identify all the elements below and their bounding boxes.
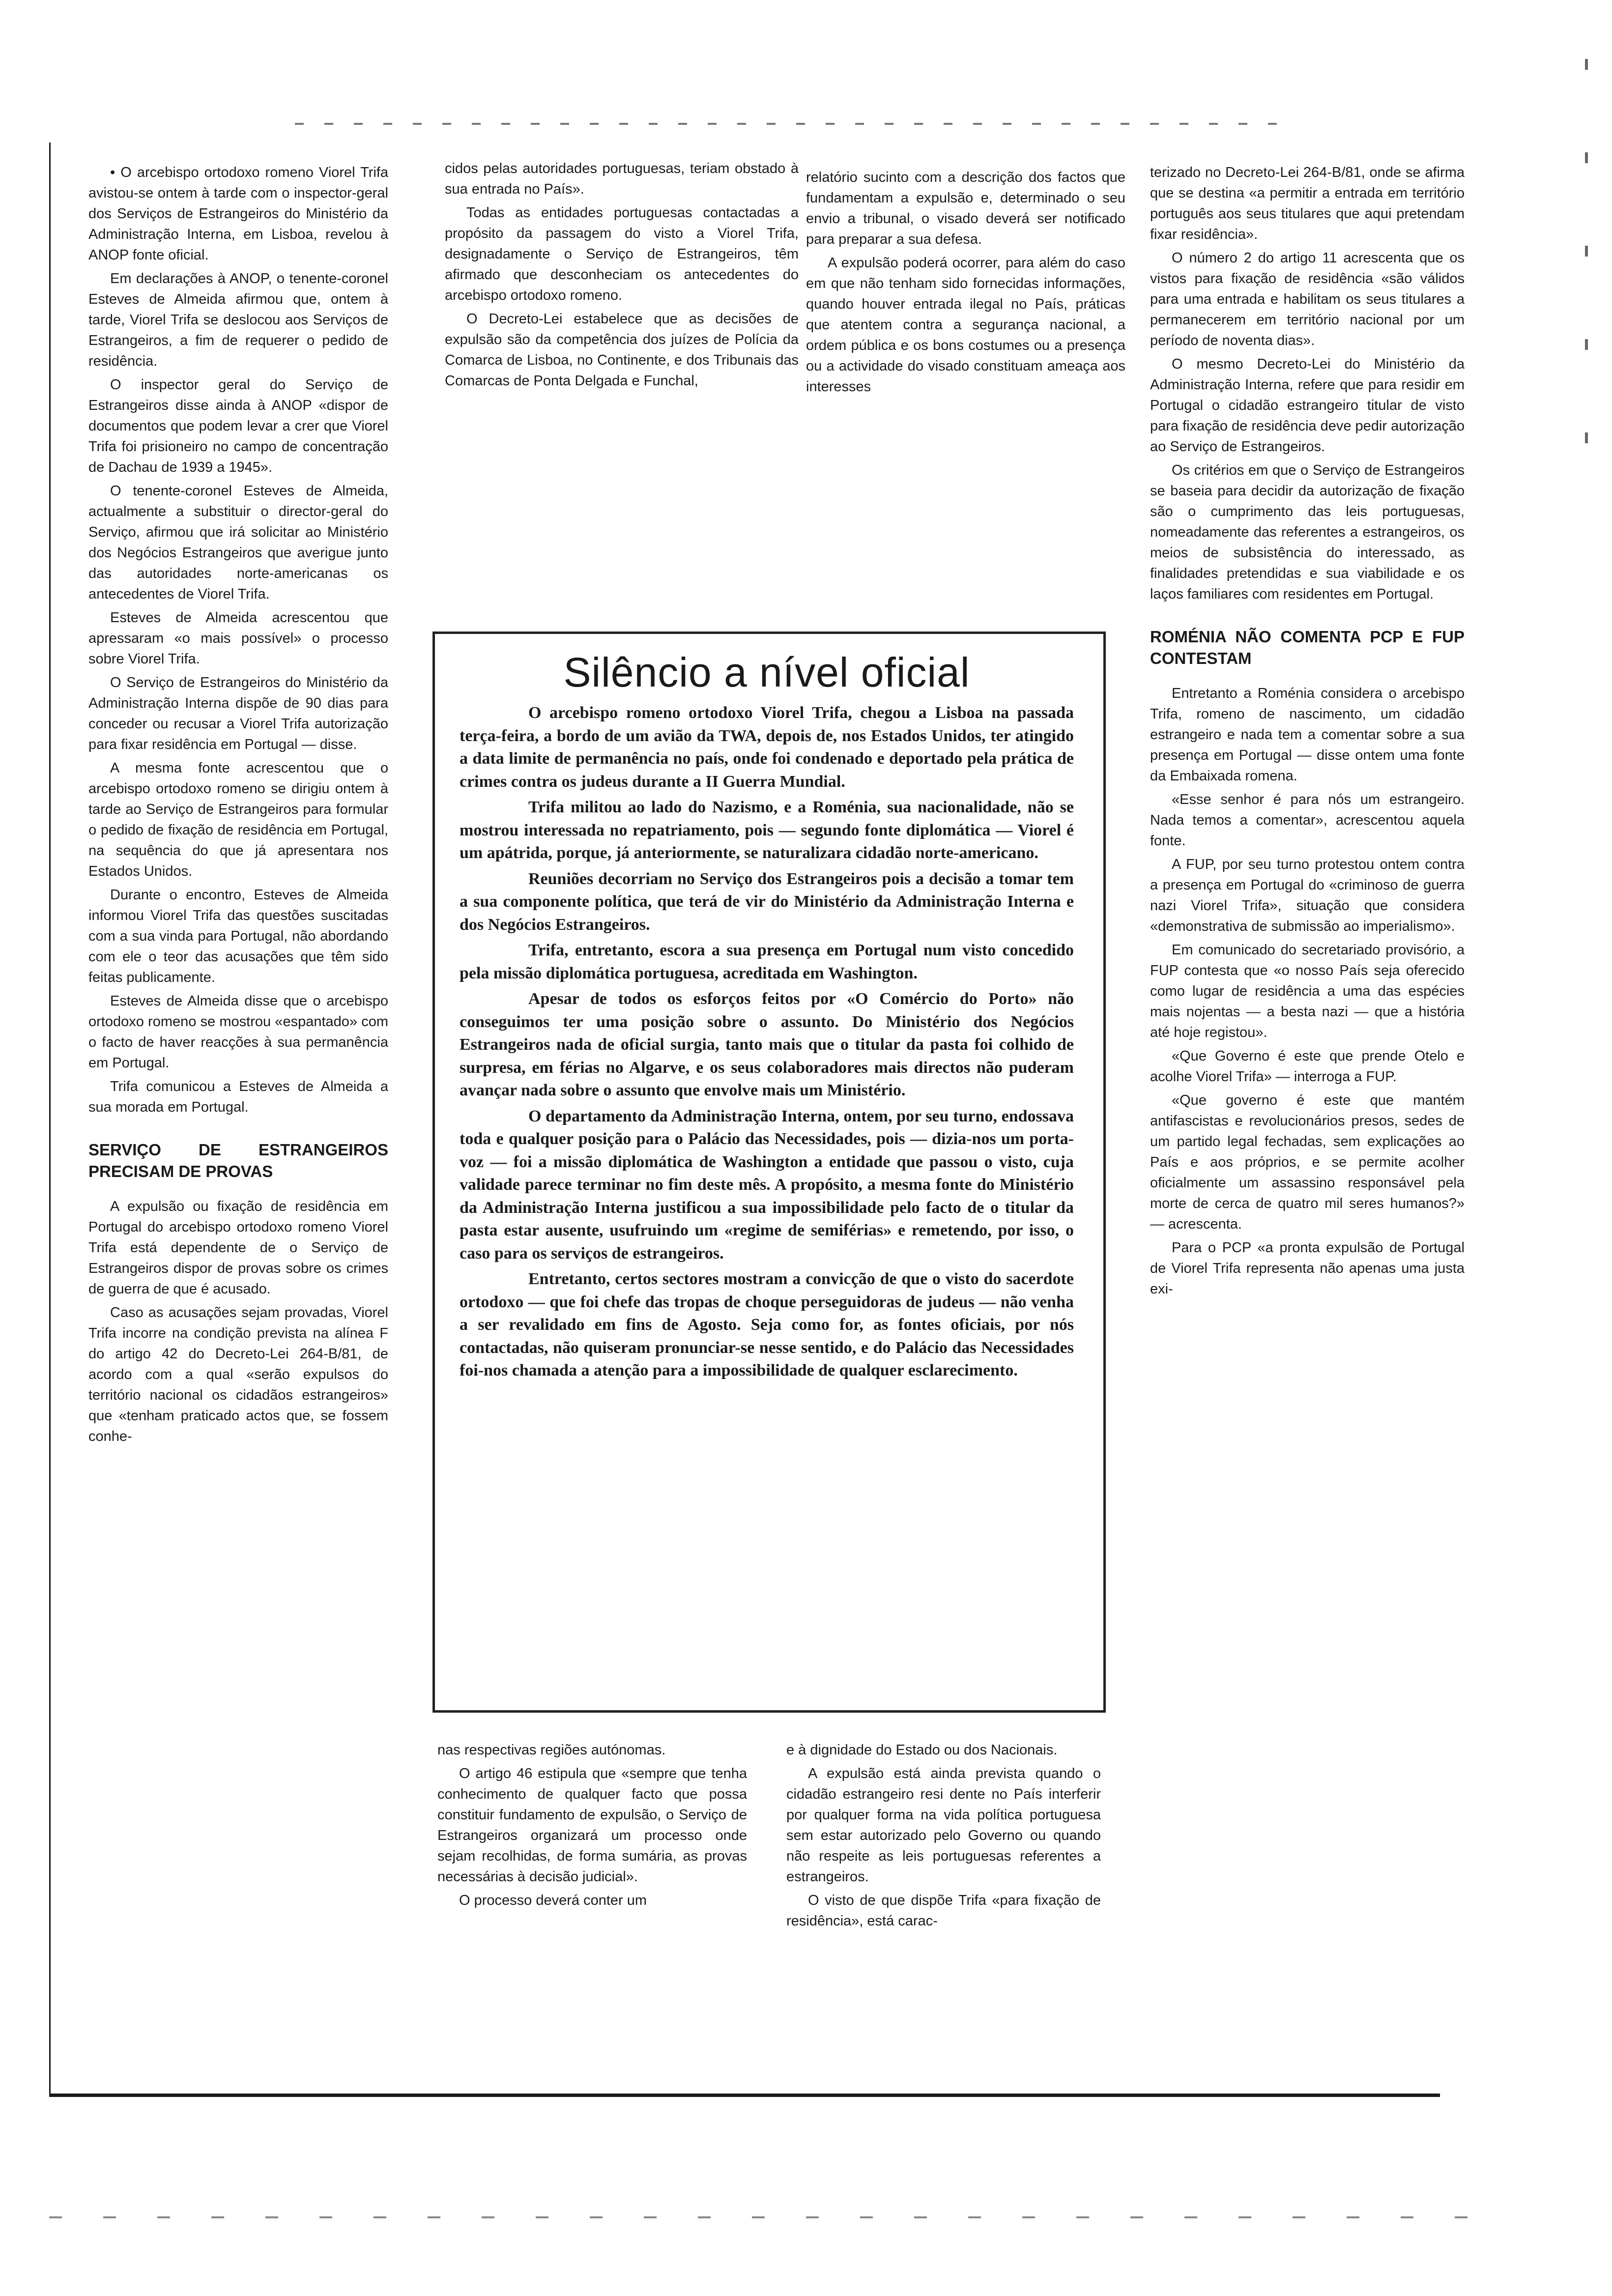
paragraph: e à dignidade do Estado ou dos Nacionais. [786, 1742, 1058, 1758]
paragraph: O processo deverá conter um [459, 1893, 647, 1908]
paragraph: O Serviço de Estrangeiros do Ministério da Administração Interna dispõe de 90 dias para conceder ou recusar a Viorel Trifa autorização para fixar residência em Portugal — disse. [88, 675, 388, 752]
paragraph: «Que Governo é este que prende Otelo e acolhe Viorel Trifa» — interroga a FUP. [1150, 1048, 1465, 1085]
box-title: Silêncio a nível oficial [563, 649, 970, 695]
paragraph: O número 2 do artigo 11 acrescenta que os vistos para fixação de residência «são válidos para uma entrada e habilitam os seus titulares a permanecerem em território nacional por um período de noventa dias». [1150, 250, 1465, 348]
paragraph: A mesma fonte acrescentou que o arcebispo ortodoxo romeno se dirigiu ontem à tarde ao Serviço de Estrangeiros para formular o pedido de fixação de residência em Portugal, na sequência do que já apresentara nos Estados Unidos. [88, 760, 388, 879]
column-2-bottom [437, 1740, 747, 1914]
paragraph: • O arcebispo ortodoxo romeno Viorel Trifa avistou-se ontem à tarde com o inspector-geral dos Serviços de Estrangeiros do Ministério da Administração Interna, em Lisboa, revelou à ANOP fonte oficial. [88, 165, 388, 263]
paragraph: Em comunicado do secretariado provisório, a FUP contesta que «o nosso País seja oferecido como lugar de residência a uma das espécies mais nojentas — a besta nazi — que a história até hoje registou». [1150, 942, 1465, 1040]
paragraph: nas respectivas regiões autónomas. [437, 1742, 666, 1758]
paragraph: Todas as entidades portuguesas contactadas a propósito da passagem do visto a Viorel Trifa, designadamente o Serviço de Estrangeiros, têm afirmado que desconheciam os antecedentes do arcebispo ortodoxo romeno. [445, 205, 799, 303]
paragraph: Durante o encontro, Esteves de Almeida informou Viorel Trifa das questões suscitadas com a sua vinda para Portugal, não abordando com ele o teor das acusações que têm sido feitas publicamente. [88, 887, 388, 985]
box-paragraph: Trifa militou ao lado do Nazismo, e a Roménia, sua nacionalidade, não se mostrou interessada no repatriamento, pois — segundo fonte diplomática — Viorel é um apátrida, porque, já anteriormente, se naturalizara cidadão norte-americano. [460, 798, 1074, 862]
paragraph: O visto de que dispõe Trifa «para fixação de residência», está carac- [786, 1893, 1101, 1929]
scan-noise-footer [49, 2216, 1474, 2218]
paragraph: Trifa comunicou a Esteves de Almeida a sua morada em Portugal. [88, 1079, 388, 1115]
column-2 [445, 158, 799, 394]
paragraph: A expulsão está ainda prevista quando o cidadão estrangeiro resi dente no País interferir por qualquer forma na vida política portuguesa sem estar autorizado pelo Governo ou quando não respeite as leis portuguesas referentes a estrangeiros. [786, 1766, 1101, 1885]
paragraph: A FUP, por seu turno protestou ontem contra a presença em Portugal do «criminoso de guerra nazi Viorel Trifa», situação que considera «demonstrativa de submissão ao imperialismo». [1150, 857, 1465, 934]
paragraph: terizado no Decreto-Lei 264-B/81, onde se afirma que se destina «a permitir a entrada em território português aos seus titulares que aqui pretendam fixar residência». [1150, 165, 1465, 242]
paragraph: Esteves de Almeida acrescentou que apressaram «o mais possível» o processo sobre Viorel Trifa. [88, 610, 388, 667]
paragraph: O artigo 46 estipula que «sempre que tenha conhecimento de qualquer facto que possa constituir fundamento de expulsão, o Serviço de Estrangeiros organizará um processo onde sejam recolhidas, de forma sumária, as provas necessárias à decisão judicial». [437, 1766, 747, 1885]
paragraph: A expulsão ou fixação de residência em Portugal do arcebispo ortodoxo romeno Viorel Trifa está dependente de o Serviço de Estrangeiros dispor de provas sobre os crimes de guerra de que é acusado. [88, 1199, 388, 1297]
paragraph: O mesmo Decreto-Lei do Ministério da Administração Interna, refere que para residir em Portugal o cidadão estrangeiro titular de visto para fixação de residência deve pedir autorização ao Serviço de Estrangeiros. [1150, 356, 1465, 455]
box-paragraph: Trifa, entretanto, escora a sua presença em Portugal num visto concedido pela missão diplomática portuguesa, acreditada em Washington. [460, 941, 1074, 982]
paragraph: Esteves de Almeida disse que o arcebispo ortodoxo romeno se mostrou «espantado» com o facto de haver reacções à sua permanência em Portugal. [88, 993, 388, 1071]
paragraph: Os critérios em que o Serviço de Estrangeiros se baseia para decidir da autorização de fixação são o cumprimento das leis portuguesas, nomeadamente das referentes a estrangeiros, os meios de subsistência do interessado, as finalidades pretendidas e sua viabilidade e os laços familiares com residentes em Portugal. [1150, 462, 1465, 602]
paragraph: «Que governo é este que mantém antifascistas e revolucionários presos, sedes de um partido legal fechadas, sem explicações ao País e aos próprios, e se permite acolher oficialmente um assassino responsável pela morte de cerca de quatro mil seres humanos?» — acrescenta. [1150, 1092, 1465, 1232]
left-column-rule [49, 143, 51, 2094]
paragraph: Caso as acusações sejam provadas, Viorel Trifa incorre na condição prevista na alínea F do artigo 42 do Decreto-Lei 264-B/81, de acordo com a qual «serão expulsos do território nacional os cidadãos estrangeiros» que «tenham praticado actos que, se fossem conhe- [88, 1305, 388, 1444]
paragraph: A expulsão poderá ocorrer, para além do caso em que não tenham sido fornecidas informações, quando houver entrada ilegal no País, práticas que atentem contra a segurança nacional, a ordem pública e os bons costumes ou a presença ou a actividade do visado constituam ameaça aos interesses [806, 255, 1125, 395]
box-paragraph: Reuniões decorriam no Serviço dos Estrangeiros pois a decisão a tomar tem a sua componente política, que terá de vir do Ministério da Administração Interna e dos Negócios Estrangeiros. [460, 869, 1074, 934]
paragraph: O Decreto-Lei estabelece que as decisões de expulsão são da competência dos juízes de Polícia da Comarca de Lisboa, no Continente, e dos Tribunais das Comarcas de Ponta Delgada e Funchal, [445, 311, 799, 389]
box-paragraph: O arcebispo romeno ortodoxo Viorel Trifa, chegou a Lisboa na passada terça-feira, a bordo de um avião da TWA, depois de, nos Estados Unidos, ter atingido a data limite de permanência no país, onde foi condenado e deportado pela prática de crimes contra os judeus durante a II Guerra Mundial. [460, 704, 1074, 791]
column-1 [88, 162, 388, 1450]
section-heading: ROMÉNIA NÃO COMENTA PCP E FUP CONTESTAM [1150, 628, 1465, 667]
paragraph: Em declarações à ANOP, o tenente-coronel Esteves de Almeida afirmou que, ontem à tarde, Viorel Trifa se deslocou aos Serviços de Estrangeiros, a fim de requerer o pedido de residência. [88, 271, 388, 369]
column-4 [1150, 162, 1465, 1302]
bottom-rule [49, 2094, 1440, 2097]
box-paragraph: Entretanto, certos sectores mostram a convicção de que o visto do sacerdote ortodoxo — que foi chefe das tropas de choque perseguidoras de judeus — não venha a ser revalidado em fins de Agosto. Seja como for, as fontes oficiais, por nós contactadas, não quiseram pronunciar-se nesse sentido, e do Palácio das Necessidades foi-nos chamada a atenção para a impossibilidade de qualquer esclarecimento. [460, 1270, 1074, 1379]
box-paragraph: O departamento da Administração Interna, ontem, por seu turno, endossava toda e qualquer posição para o Palácio das Necessidades, pois — dizia-nos um porta-voz — foi a missão diplomática de Washington a entidade que passou o visto, cuja validade parece terminar no fim deste mês. A propósito, a mesma fonte do Ministério da Administração Interna justificou a sua impossibilidade pelo facto de o titular da pasta estar ausente, usufruindo um «regime de semiférias» e remetendo, por isso, o caso para os serviços de estrangeiros. [460, 1107, 1074, 1263]
section-heading: SERVIÇO DE ESTRANGEIROS PRECISAM DE PROVAS [88, 1141, 388, 1180]
paragraph: cidos pelas autoridades portuguesas, teriam obstado à sua entrada no País». [445, 161, 799, 197]
scan-noise-top [295, 123, 1278, 125]
scan-edge-marks [1585, 59, 1588, 501]
sidebar-box [432, 631, 1106, 1713]
column-3-bottom [786, 1740, 1101, 1934]
paragraph: O tenente-coronel Esteves de Almeida, actualmente a substituir o director-geral do Serviço, afirmou que irá solicitar ao Ministério dos Negócios Estrangeiros que averigue junto das autoridades norte-americanas os antecedentes de Viorel Trifa. [88, 483, 388, 602]
paragraph: relatório sucinto com a descrição dos factos que fundamentam a expulsão e, determinado o seu envio a tribunal, o visado deverá ser notificado para preparar a sua defesa. [806, 170, 1125, 247]
paragraph: Para o PCP «a pronta expulsão de Portugal de Viorel Trifa representa não apenas uma justa exi- [1150, 1240, 1465, 1297]
paragraph: O inspector geral do Serviço de Estrangeiros disse ainda à ANOP «dispor de documentos que podem levar a crer que Viorel Trifa foi prisioneiro no campo de concentração de Dachau de 1939 a 1945». [88, 377, 388, 475]
paragraph: Entretanto a Roménia considera o arcebispo Trifa, romeno de nascimento, um cidadão estrangeiro e nada tem a comentar sobre a sua presença em Portugal — disse ontem uma fonte da Embaixada romena. [1150, 686, 1465, 784]
paragraph: «Esse senhor é para nós um estrangeiro. Nada temos a comentar», acrescentou aquela fonte. [1150, 792, 1465, 849]
box-paragraph: Apesar de todos os esforços feitos por «O Comércio do Porto» não conseguimos ter uma posição sobre o assunto. Do Ministério dos Negócios Estrangeiros nada de oficial surgia, tanto mais que o titular da pasta foi colhido de surpresa, em férias no Algarve, e os seus colaboradores mais directos não puderam avançar nada sobre o assunto que envolve mais um Ministério. [460, 990, 1074, 1099]
column-3 [806, 167, 1125, 400]
